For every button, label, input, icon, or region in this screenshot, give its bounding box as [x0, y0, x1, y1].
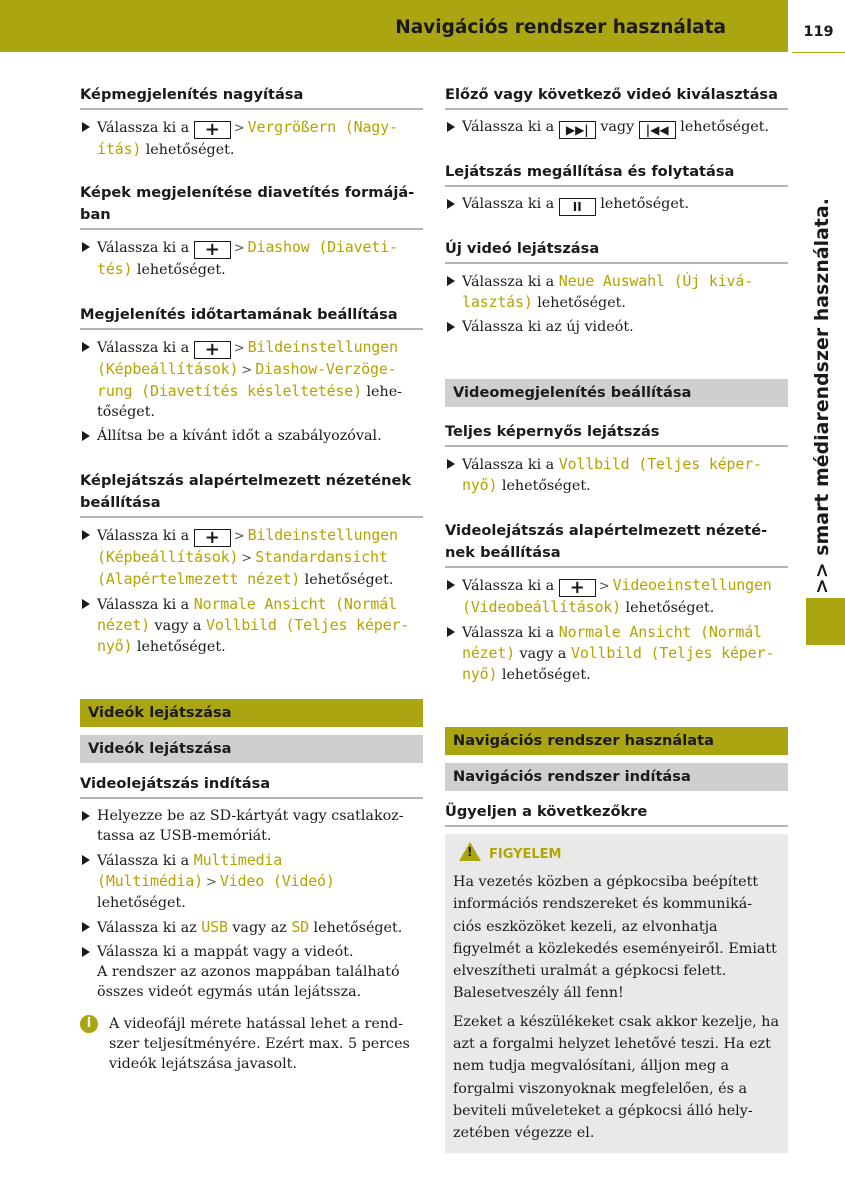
section-heading: Teljes képernyős lejátszás: [445, 421, 788, 447]
section-heading: Ügyeljen a következőkre: [445, 801, 788, 827]
section-heading: Videolejátszás alapértelmezett nézeté-nek beállítása: [445, 520, 788, 568]
chevron-right-icon: >: [233, 529, 245, 544]
menu-path-link: USB: [201, 918, 228, 936]
menu-path-link: Normale Ansicht (Normál nézet): [462, 623, 762, 662]
side-tab-label: >> smart médiarendszer használata.: [812, 197, 833, 595]
menu-path-link: Bildeinstellungen (Képbeállítások): [97, 338, 398, 378]
list-item: Válassza ki a + > Videoeinstellungen (Videobeállítások) lehetőséget.: [445, 575, 788, 618]
section-heading: Lejátszás megállítása és folytatása: [445, 161, 788, 187]
list-item: Válassza ki a II lehetőséget.: [445, 194, 788, 216]
right-column: [445, 84, 788, 1153]
menu-path-link: Vollbild (Teljes képer-nyő): [462, 455, 762, 494]
menu-path-link: Standardansicht (Alapértelmezett nézet): [97, 548, 388, 588]
menu-path-link: Diashow-Verzöge-rung (Diavetítés késleltetése): [97, 360, 397, 400]
chevron-right-icon: >: [233, 341, 245, 356]
pause-key-icon: II: [559, 198, 596, 216]
info-icon: i: [80, 1015, 98, 1033]
list-item: Válassza ki a Normale Ansicht (Normál nézet) vagy a Vollbild (Teljes képer-nyő) lehetőséget.: [80, 594, 423, 657]
list-item: Válassza ki az új videót.: [445, 317, 788, 337]
section-heading: Képmegjelenítés nagyítása: [80, 84, 423, 110]
list-item: Válassza ki a ▶▶| vagy |◀◀ lehetőséget.: [445, 117, 788, 139]
chapter-bar: Videók lejátszása: [80, 699, 423, 727]
list-item: Válassza ki a + > Bildeinstellungen (Képbeállítások) > Standardansicht (Alapértelmezett nézet) lehetőséget.: [80, 525, 423, 590]
header-bar: [0, 0, 788, 52]
chevron-right-icon: >: [241, 363, 253, 378]
list-item: Válassza ki a Neue Auswahl (Új kivá-lasztás) lehetőséget.: [445, 271, 788, 313]
chevron-right-icon: >: [233, 241, 245, 256]
chevron-right-icon: >: [233, 121, 245, 136]
list-item: Válassza ki a Vollbild (Teljes képer-nyő) lehetőséget.: [445, 454, 788, 496]
menu-path-link: Multimedia (Multimédia): [97, 851, 283, 890]
list-item: Válassza ki a + > Bildeinstellungen (Képbeállítások) > Diashow-Verzöge-rung (Diavetítés késleltetése) lehe-tőséget.: [80, 337, 423, 422]
next-track-key-icon: ▶▶|: [559, 121, 596, 139]
list-item: Válassza ki a + > Diashow (Diaveti-tés) lehetőséget.: [80, 237, 423, 280]
list-item: Válassza ki a Multimedia (Multimédia) > Video (Videó) lehetőséget.: [80, 850, 423, 913]
chevron-right-icon: >: [598, 579, 610, 594]
section-heading: Videolejátszás indítása: [80, 773, 423, 799]
section-bar: Videomegjelenítés beállítása: [445, 379, 788, 407]
warning-header: !FIGYELEM: [453, 842, 780, 865]
warning-paragraph: Ezeket a készülékeket csak akkor kezelje, ha azt a forgalmi helyzet lehetővé teszi. Ha ezt nem tudja megvalósítani, álljon meg a forgalmi viszonyoknak megfelelően, és a beviteli műveleteket a gépkocsi álló hely-zetében végezze el.: [453, 1013, 780, 1142]
menu-path-link: Vergrößern (Nagy-ítás): [97, 118, 398, 158]
warning-triangle-icon: [459, 842, 481, 861]
plus-key-icon: +: [194, 341, 231, 359]
list-item: Válassza ki a mappát vagy a videót. A rendszer az azonos mappában található összes videót egymás után lejátssza.: [80, 942, 423, 1002]
warning-paragraph: Ha vezetés közben a gépkocsiba beépített információs rendszereket és kommuniká-ciós eszközöket kezeli, az elvonhatja figyelmét a közlekedés eseményeiről. Emiatt elveszítheti uralmát a gépkocsi felett. Balesetveszély áll fenn!: [453, 874, 777, 1002]
chevron-right-icon: >: [205, 875, 217, 890]
menu-path-link: SD: [291, 918, 309, 936]
section-heading: Előző vagy következő videó kiválasztása: [445, 84, 788, 110]
chevron-right-icon: >: [241, 551, 253, 566]
info-note: i A videofájl mérete hatással lehet a rend-szer teljesítményére. Ezért max. 5 perces videók lejátszása javasolt.: [80, 1014, 423, 1074]
section-bar: Navigációs rendszer indítása: [445, 763, 788, 791]
list-item: Válassza ki a + > Vergrößern (Nagy-ítás) lehetőséget.: [80, 117, 423, 160]
menu-path-link: Video (Videó): [219, 872, 335, 890]
section-heading: Képek megjelenítése diavetítés formájá-ban: [80, 182, 423, 230]
menu-path-link: Diashow (Diaveti-tés): [97, 238, 398, 278]
previous-track-key-icon: |◀◀: [639, 121, 676, 139]
list-item: Válassza ki a Normale Ansicht (Normál nézet) vagy a Vollbild (Teljes képer-nyő) lehetőséget.: [445, 622, 788, 685]
warning-box: [445, 834, 788, 1153]
menu-path-link: Videoeinstellungen (Videobeállítások): [462, 576, 772, 616]
left-column: [80, 84, 423, 1074]
section-heading: Képlejátszás alapértelmezett nézetének beállítása: [80, 470, 423, 518]
page-title: Navigációs rendszer használata: [395, 17, 726, 38]
list-item: Helyezze be az SD-kártyát vagy csatlakoz-tassa az USB-memóriát.: [80, 806, 423, 846]
plus-key-icon: +: [194, 529, 231, 547]
side-marker: [806, 598, 845, 645]
side-section-tab: [806, 196, 840, 596]
list-item: Válassza ki az USB vagy az SD lehetőséget.: [80, 917, 423, 938]
chapter-bar: Navigációs rendszer használata: [445, 727, 788, 755]
section-heading: Új videó lejátszása: [445, 238, 788, 264]
page-number-rule: [792, 52, 845, 53]
menu-path-link: Vollbild (Teljes képer-nyő): [462, 644, 775, 683]
section-bar: Videók lejátszása: [80, 735, 423, 763]
section-heading: Megjelenítés időtartamának beállítása: [80, 304, 423, 330]
menu-path-link: Normale Ansicht (Normál nézet): [97, 595, 397, 634]
menu-path-link: Bildeinstellungen (Képbeállítások): [97, 526, 398, 566]
plus-key-icon: +: [194, 121, 231, 139]
list-item: Állítsa be a kívánt időt a szabályozóval.: [80, 426, 423, 446]
plus-key-icon: +: [194, 241, 231, 259]
page-number: 119: [803, 24, 834, 40]
menu-path-link: Neue Auswahl (Új kivá-lasztás): [462, 272, 754, 311]
plus-key-icon: +: [559, 579, 596, 597]
menu-path-link: Vollbild (Teljes képer-nyő): [97, 616, 410, 655]
